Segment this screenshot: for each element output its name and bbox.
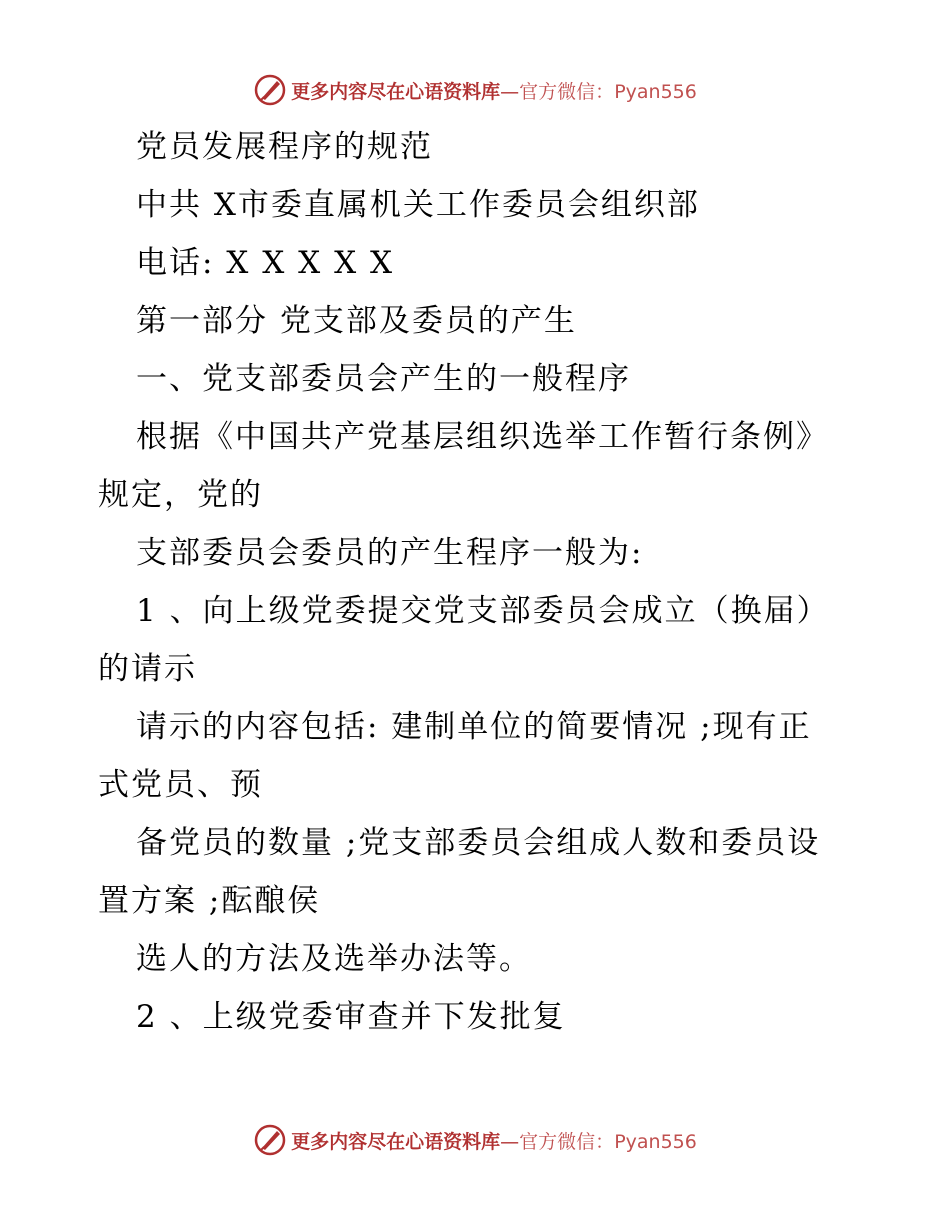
document-line: 根据《中国共产党基层组织选举工作暂行条例》: [136, 419, 829, 455]
watermark-header: [0, 72, 950, 108]
document-line: 一、党支部委员会产生的一般程序: [136, 361, 631, 397]
quill-logo-icon: [253, 73, 287, 107]
watermark-footer: [0, 1122, 950, 1158]
document-line: 党员发展程序的规范: [136, 129, 433, 165]
document-line: 2 、上级党委审查并下发批复: [136, 999, 566, 1035]
watermark-wechat-label: 官方微信：: [519, 80, 615, 103]
watermark-main: 更多内容尽在心语资料库: [291, 1130, 501, 1153]
document-line: 的请示: [98, 651, 197, 687]
watermark-text: [291, 77, 697, 104]
watermark-text: [291, 1127, 697, 1154]
watermark-wechat-id: Pyan556: [614, 1130, 697, 1153]
document-line: 备党员的数量 ;党支部委员会组成人数和委员设: [136, 825, 821, 861]
watermark-separator: —: [500, 1130, 520, 1153]
document-line: 置方案 ;酝酿侯: [98, 883, 321, 919]
document-line: 中共 X市委直属机关工作委员会组织部: [136, 187, 700, 223]
document-line: 请示的内容包括: 建制单位的简要情况 ;现有正: [136, 709, 812, 745]
document-body: [98, 118, 858, 1046]
watermark-main: 更多内容尽在心语资料库: [291, 80, 501, 103]
document-line: 规定，党的: [98, 477, 263, 513]
watermark-wechat-label: 官方微信：: [519, 1130, 615, 1153]
watermark-wechat-id: Pyan556: [614, 80, 697, 103]
quill-logo-icon: [253, 1123, 287, 1157]
document-line: 支部委员会委员的产生程序一般为:: [136, 535, 644, 571]
document-line: 第一部分 党支部及委员的产生: [136, 303, 577, 339]
document-line: 式党员、预: [98, 767, 263, 803]
watermark-separator: —: [500, 80, 520, 103]
document-line: 电话: X X X X X: [136, 245, 395, 281]
document-line: 1 、向上级党委提交党支部委员会成立（换届）: [136, 593, 830, 629]
document-line: 选人的方法及选举办法等。: [136, 941, 532, 977]
